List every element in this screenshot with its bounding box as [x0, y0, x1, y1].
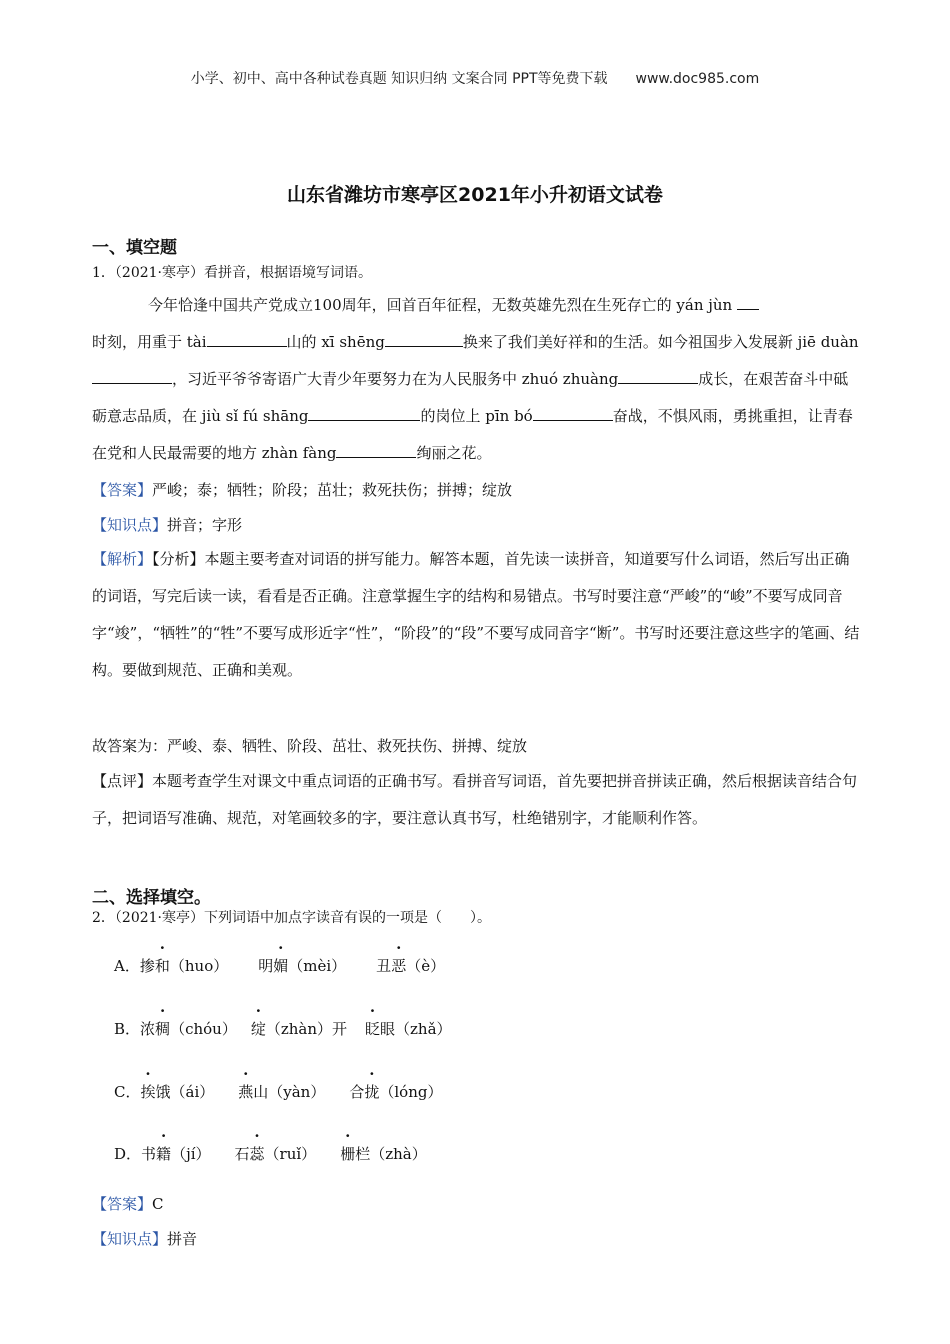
option-char: 掺: [139, 957, 155, 975]
option-pinyin: （ruǐ）: [264, 1145, 317, 1163]
option-char: 明: [258, 957, 274, 975]
passage-text: ，习近平爷爷寄语广大青少年要努力在为人民服务中 zhuó zhuàng: [172, 370, 619, 388]
option-pinyin: （è）: [406, 957, 446, 975]
question-1-stem: 1．（2021·寒亭）看拼音，根据语境写词语。: [92, 265, 372, 281]
dotted-char: 蕊: [249, 1145, 265, 1163]
section-heading-fill: 一、填空题: [92, 238, 177, 258]
header-site-link[interactable]: www.doc985.com: [635, 71, 760, 87]
knowledge-row: [92, 514, 862, 535]
dotted-char: 籍: [156, 1145, 172, 1163]
option-pinyin: 栏（zhà）: [355, 1145, 427, 1163]
analysis-block: [92, 541, 862, 689]
option-char: 书: [141, 1145, 157, 1163]
option-pinyin: （mèi）: [288, 957, 347, 975]
option-char: 合: [349, 1083, 365, 1101]
option-char: 浓: [140, 1020, 156, 1038]
option-a[interactable]: [114, 955, 445, 976]
knowledge-text: 拼音；字形: [167, 516, 243, 534]
passage-text: 山的 xī shēng: [286, 333, 385, 351]
option-pinyin: （jí）: [171, 1145, 211, 1163]
passage-text: 成长，在艰苦奋斗中砥砺意志品质，在 jiù sǐ fú shāng: [92, 370, 849, 425]
header-text: 小学、初中、高中各种试卷真题 知识归纳 文案合同 PPT等免费下载: [190, 71, 608, 87]
dotted-char: 眨: [365, 1020, 381, 1038]
dotted-char: 恶: [391, 957, 407, 975]
comment-block: 【点评】本题考查学生对课文中重点词语的正确书写。看拼音写词语，首先要把拼音拼读正确，然后根据读音结合句子，把词语写准确、规范，对笔画较多的字，要注意认真书写，杜绝错别字，才能顺利作答。: [92, 772, 858, 827]
question-2-stem: 2．（2021·寒亭）下列词语中加点字读音有误的一项是（ ）。: [92, 910, 491, 926]
option-pinyin: （lóng）: [379, 1083, 443, 1101]
option-char: 丑: [376, 957, 392, 975]
option-label: C．: [114, 1083, 141, 1101]
answer-label: 【答案】: [92, 481, 153, 499]
knowledge-label: 【知识点】: [92, 516, 168, 534]
dotted-char: 稠: [155, 1020, 171, 1038]
option-b[interactable]: [114, 1018, 452, 1039]
answer-blank[interactable]: [385, 328, 463, 347]
option-pinyin: 眼（zhǎ）: [380, 1020, 452, 1038]
analysis-label: 【解析】: [92, 550, 153, 568]
answer-text: C: [152, 1195, 164, 1213]
option-pinyin: （huo）: [169, 957, 229, 975]
option-label: B．: [114, 1020, 141, 1038]
final-answer-line: 故答案为：严峻、泰、牺牲、阶段、茁壮、救死扶伤、拼搏、绽放: [92, 737, 528, 755]
dotted-char: 和: [154, 957, 170, 975]
dotted-char: 绽: [250, 1020, 266, 1038]
knowledge-label: 【知识点】: [92, 1230, 168, 1248]
dotted-char: 挨: [140, 1083, 156, 1101]
option-label: A．: [114, 957, 140, 975]
answer-row-2: [92, 1193, 862, 1214]
answer-blank[interactable]: [737, 291, 759, 310]
dotted-char: 拢: [364, 1083, 380, 1101]
option-pinyin: 饿（ái）: [155, 1083, 215, 1101]
knowledge-text: 拼音: [167, 1230, 198, 1248]
answer-blank[interactable]: [336, 439, 416, 458]
answer-blank[interactable]: [618, 365, 698, 384]
answer-blank[interactable]: [92, 365, 172, 384]
passage-text: 时刻，用重于 tài: [92, 333, 207, 351]
page-header: [0, 68, 950, 88]
passage-text: 的岗位上 pīn bó: [420, 407, 533, 425]
analysis-text: 【分析】本题主要考查对词语的拼写能力。解答本题，首先读一读拼音，知道要写什么词语，然后写出正确的词语，写完后读一读，看看是否正确。注意掌握生字的结构和易错点。书写时要注意“严峻”的“峻”不要写成同音字“竣”，“牺牲”的“牲”不要写成形近字“性”，“阶段”的“段”不要写成同音字“断”。书写时还要注意这些字的笔画、结构。要做到规范、正确和美观。: [92, 550, 860, 679]
option-c[interactable]: [114, 1081, 442, 1102]
option-char: 石: [234, 1145, 250, 1163]
answer-label: 【答案】: [92, 1195, 153, 1213]
answer-text: 严峻；泰；牺牲；阶段；茁壮；救死扶伤；拼搏；绽放: [152, 481, 513, 499]
passage-text: 奋战，不惧风雨，勇挑重担，让青春在党和人民最需要的地方 zhàn fàng: [92, 407, 853, 462]
option-pinyin: （chóu）: [170, 1020, 237, 1038]
section-heading-choice: 二、选择填空。: [92, 888, 211, 908]
answer-row: [92, 479, 862, 500]
dotted-char: 燕: [238, 1083, 254, 1101]
page-title: 山东省潍坊市寒亭区2021年小升初语文试卷: [287, 184, 663, 206]
passage-text: 今年恰逢中国共产党成立100周年，回首百年征程，无数英雄先烈在生死存亡的 yán jùn: [148, 296, 733, 314]
question-1-passage: [92, 287, 862, 472]
option-pinyin: 山（yàn）: [253, 1083, 326, 1101]
option-pinyin: （zhàn）开: [265, 1020, 348, 1038]
passage-text: 换来了我们美好祥和的生活。如今祖国步入发展新 jiē duàn: [462, 333, 859, 351]
knowledge-row-2: [92, 1228, 862, 1249]
option-label: D．: [114, 1145, 142, 1163]
answer-blank[interactable]: [308, 402, 420, 421]
passage-text: 绚丽之花。: [416, 444, 492, 462]
dotted-char: 栅: [340, 1145, 356, 1163]
answer-blank[interactable]: [207, 328, 287, 347]
option-d[interactable]: [114, 1143, 427, 1164]
dotted-char: 媚: [273, 957, 289, 975]
answer-blank[interactable]: [533, 402, 613, 421]
